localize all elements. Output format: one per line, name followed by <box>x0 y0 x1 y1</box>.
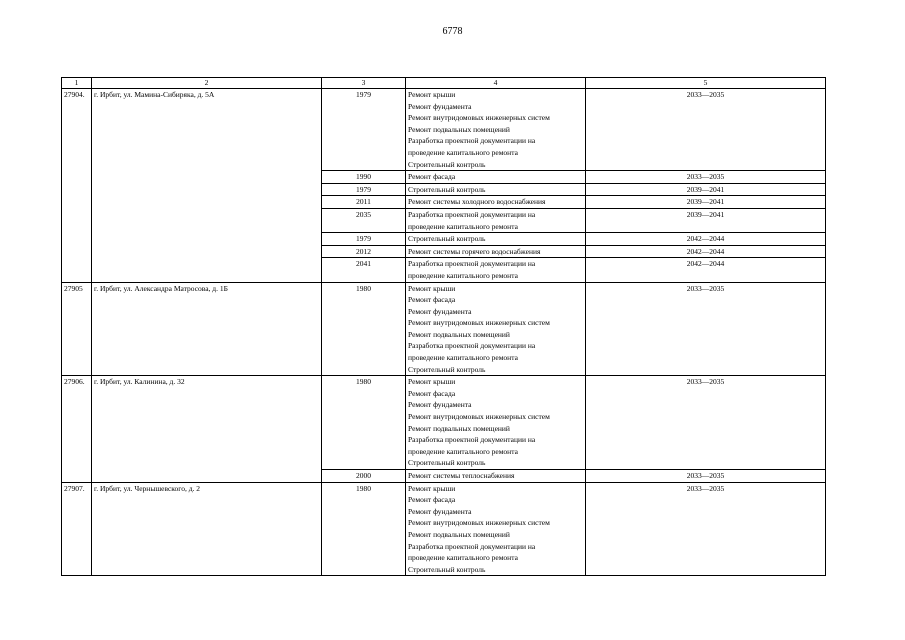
work-item: Ремонт фасада <box>408 295 456 305</box>
row-year: 1990 <box>322 171 406 184</box>
row-period: 2042—2044 <box>586 233 826 246</box>
work-item: проведение капитального ремонта <box>408 221 518 231</box>
work-item: Ремонт фундамента <box>408 101 472 111</box>
work-item: Ремонт подвальных помещений <box>408 124 510 134</box>
table-row <box>62 282 826 376</box>
table-header-row <box>62 78 826 89</box>
header-col-4: 4 <box>406 78 586 89</box>
work-item: Ремонт системы теплоснабжения <box>408 471 515 480</box>
work-item: Строительный контроль <box>408 564 486 574</box>
work-item: Строительный контроль <box>408 184 486 194</box>
work-item: Строительный контроль <box>408 458 486 468</box>
row-year: 1979 <box>322 89 406 171</box>
row-period: 2033—2035 <box>586 171 826 184</box>
work-item: Ремонт крыши <box>408 90 456 99</box>
row-period: 2039—2041 <box>586 183 826 196</box>
work-item: проведение капитального ремонта <box>408 553 518 563</box>
page-number: 6778 <box>442 26 463 37</box>
row-works <box>406 245 586 258</box>
work-item: Ремонт системы холодного водоснабжения <box>408 197 546 207</box>
row-period: 2033—2035 <box>586 470 826 483</box>
header-col-1: 1 <box>62 78 92 89</box>
row-works <box>406 282 586 376</box>
row-address: г. Ирбит, ул. Александра Матросова, д. 1Б <box>92 282 322 376</box>
table-row <box>62 376 826 470</box>
header-col-5: 5 <box>586 78 826 89</box>
row-period: 2039—2041 <box>586 196 826 209</box>
row-works <box>406 196 586 209</box>
work-item: Ремонт внутридомовых инженерных систем <box>408 518 550 528</box>
row-period: 2033—2035 <box>586 376 826 470</box>
work-item: Ремонт фундамента <box>408 306 472 316</box>
row-works <box>406 233 586 246</box>
work-item: Строительный контроль <box>408 159 486 169</box>
work-item: Ремонт подвальных помещений <box>408 529 510 539</box>
row-year: 1979 <box>322 233 406 246</box>
header-col-2: 2 <box>92 78 322 89</box>
work-item: Разработка проектной документации на <box>408 209 536 219</box>
row-works <box>406 258 586 282</box>
row-works <box>406 183 586 196</box>
row-year: 2041 <box>322 258 406 282</box>
work-item: Разработка проектной документации на <box>408 341 536 351</box>
row-address: г. Ирбит, ул. Чернышевского, д. 2 <box>92 482 322 576</box>
work-item: Ремонт крыши <box>408 377 456 387</box>
work-item: Ремонт фасада <box>408 495 456 505</box>
work-item: Ремонт фундамента <box>408 400 472 410</box>
work-item: Ремонт фасада <box>408 172 456 182</box>
row-address: г. Ирбит, ул. Калинина, д. 32 <box>92 376 322 482</box>
work-item: Строительный контроль <box>408 364 486 374</box>
row-works <box>406 171 586 184</box>
row-year: 2000 <box>322 470 406 483</box>
work-item: Ремонт фасада <box>408 388 456 398</box>
work-item: Ремонт внутридомовых инженерных систем <box>408 412 550 422</box>
capital-repair-table <box>61 77 826 576</box>
work-item: Ремонт подвальных помещений <box>408 423 510 433</box>
work-item: проведение капитального ремонта <box>408 270 518 280</box>
row-works <box>406 482 586 576</box>
work-item: проведение капитального ремонта <box>408 147 518 157</box>
table-body <box>62 78 826 576</box>
row-works <box>406 470 586 483</box>
row-works <box>406 208 586 232</box>
work-item: Разработка проектной документации на <box>408 435 536 445</box>
row-period: 2033—2035 <box>586 282 826 376</box>
row-year: 1980 <box>322 282 406 376</box>
work-item: Ремонт подвальных помещений <box>408 329 510 339</box>
row-works <box>406 376 586 470</box>
row-year: 2012 <box>322 245 406 258</box>
work-item: Ремонт внутридомовых инженерных систем <box>408 318 550 328</box>
row-period: 2042—2044 <box>586 258 826 282</box>
row-address: г. Ирбит, ул. Мамина-Сибиряка, д. 5А <box>92 89 322 283</box>
row-year: 1980 <box>322 482 406 576</box>
work-item: Ремонт системы горячего водоснабжения <box>408 246 541 256</box>
work-item: Разработка проектной документации на <box>408 259 536 269</box>
work-item: Разработка проектной документации на <box>408 136 536 146</box>
row-period: 2033—2035 <box>586 89 826 171</box>
row-period: 2039—2041 <box>586 208 826 232</box>
row-year: 1979 <box>322 183 406 196</box>
row-period: 2042—2044 <box>586 245 826 258</box>
row-number: 27905 <box>62 282 92 376</box>
work-item: Разработка проектной документации на <box>408 541 536 551</box>
row-number: 27907. <box>62 482 92 576</box>
work-item: Строительный контроль <box>408 234 486 244</box>
work-item: проведение капитального ремонта <box>408 353 518 363</box>
work-item: Ремонт внутридомовых инженерных систем <box>408 113 550 123</box>
work-item: Ремонт крыши <box>408 483 456 493</box>
row-year: 1980 <box>322 376 406 470</box>
work-item: Ремонт крыши <box>408 283 456 293</box>
row-period: 2033—2035 <box>586 482 826 576</box>
table-row <box>62 482 826 576</box>
row-year: 2011 <box>322 196 406 209</box>
row-number: 27906. <box>62 376 92 482</box>
row-number: 27904. <box>62 89 92 283</box>
work-item: проведение капитального ремонта <box>408 446 518 456</box>
work-item: Ремонт фундамента <box>408 506 472 516</box>
row-year: 2035 <box>322 208 406 232</box>
row-works <box>406 89 586 171</box>
table-row <box>62 89 826 171</box>
header-col-3: 3 <box>322 78 406 89</box>
